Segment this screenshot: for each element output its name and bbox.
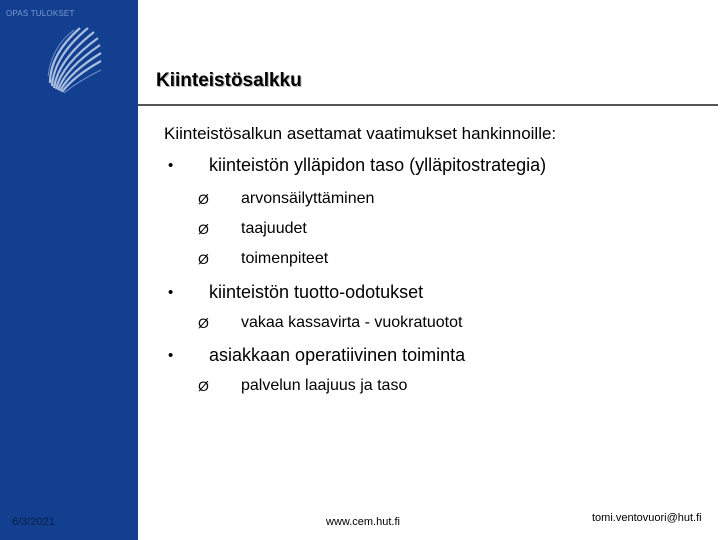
footer-email: tomi.ventovuori@hut.fi: [592, 512, 702, 524]
arrow-bullet-icon: Ø: [198, 315, 209, 331]
arrow-bullet-icon: Ø: [198, 221, 209, 237]
list-item: kiinteistön tuotto-odotukset: [209, 282, 424, 302]
footer-url: www.cem.hut.fi: [326, 516, 400, 528]
university-logo-icon: [44, 26, 102, 94]
bullet-icon: •: [168, 284, 174, 301]
list-item: kiinteistön ylläpidon taso (ylläpitostrategia): [209, 155, 547, 175]
arrow-bullet-icon: Ø: [198, 251, 209, 267]
intro-heading: Kiinteistösalkun asettamat vaatimukset hankinnoille:: [164, 124, 557, 143]
brand-text: OPAS TULOKSET: [6, 9, 75, 18]
bullet-icon: •: [168, 157, 174, 174]
arrow-bullet-icon: Ø: [198, 191, 209, 207]
bullet-icon: •: [168, 347, 174, 364]
sub-list-item: toimenpiteet: [241, 250, 329, 267]
sub-list-item: palvelun laajuus ja taso: [241, 377, 408, 394]
title-divider: [138, 104, 718, 106]
slide-title: Kiinteistösalkku: [156, 70, 302, 91]
sub-list-item: taajuudet: [241, 220, 307, 237]
sub-list-item: arvonsäilyttäminen: [241, 190, 375, 207]
sidebar: [0, 0, 138, 540]
list-item: asiakkaan operatiivinen toiminta: [209, 345, 466, 365]
slide-date: 6/3/2021: [12, 516, 55, 528]
arrow-bullet-icon: Ø: [198, 378, 209, 394]
sub-list-item: vakaa kassavirta - vuokratuotot: [241, 314, 463, 331]
